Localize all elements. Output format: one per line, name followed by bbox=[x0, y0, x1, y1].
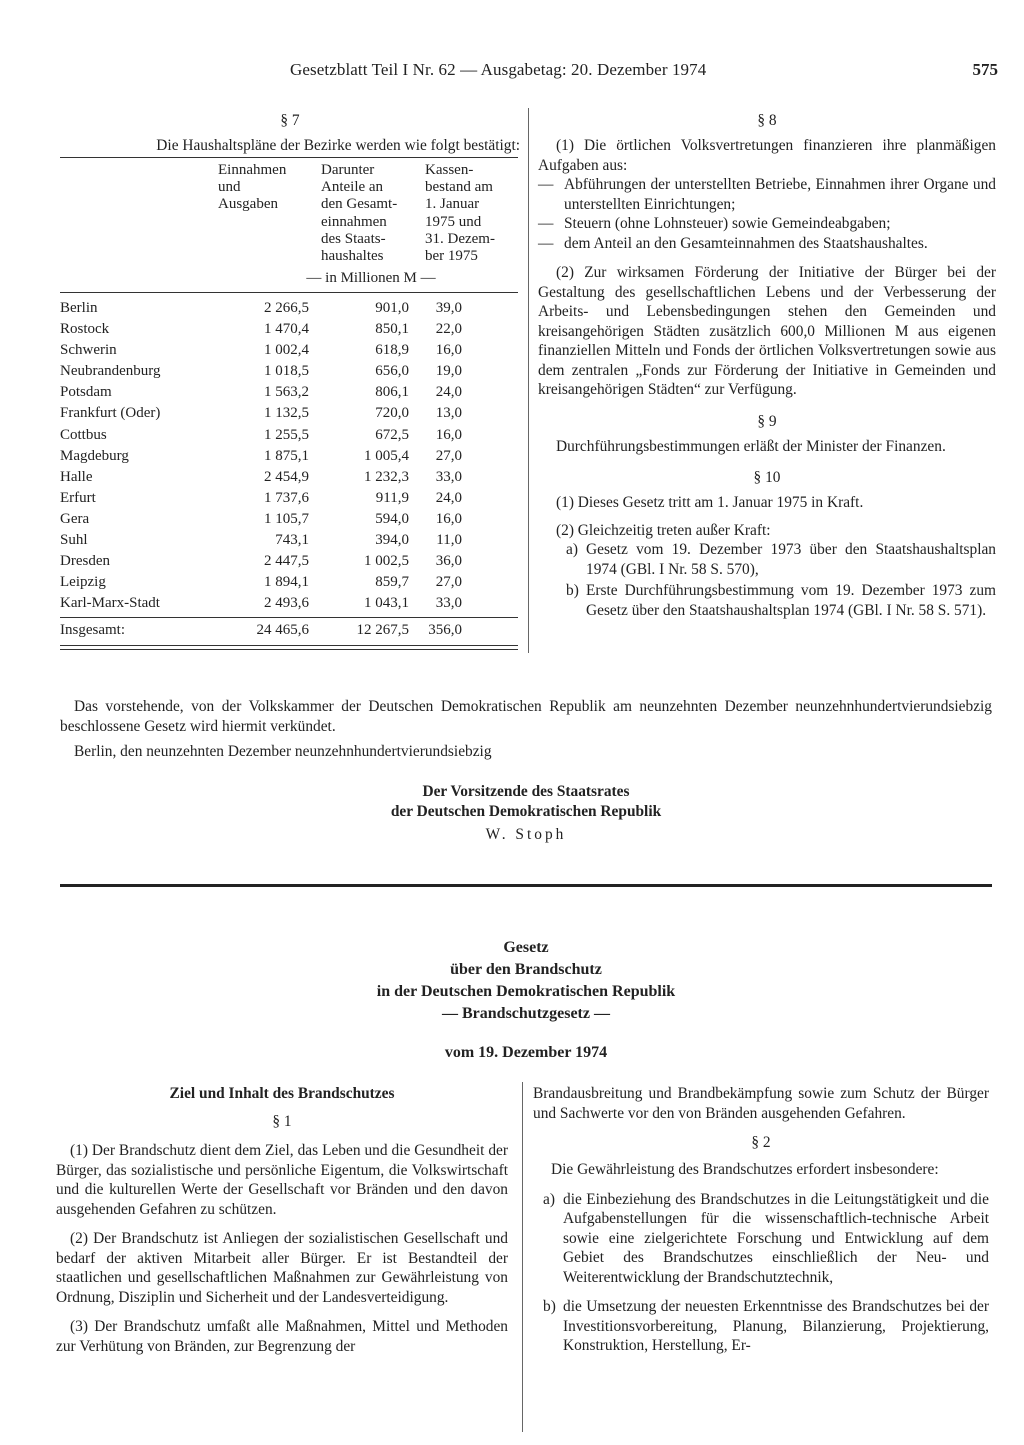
list-item: b) Erste Durchführungsbestimmung vom 19. Dezember 1973 zum Gesetz über den Staatshaushaltsplan 1974 (GBl. I Nr. 58 S. 571). bbox=[566, 582, 996, 619]
table-row: Potsdam 1 563,2 806,1 24,0 bbox=[60, 384, 462, 400]
table-header-income: Einnahmen und Ausgaben bbox=[218, 162, 287, 213]
section-8-para-2: (2) Zur wirksamen Förderung der Initiative der Bürger bei der Gestaltung des gesellschaftlichen Lebens und der Verbesserung der Arbeits- und Lebensbedingungen stehen den Gemeinden und kreisangehörigen Städten zusätzlich 600,0 Millionen M aus eigenen finanziellen Mitteln und Fonds der örtlichen Volksvertretungen sowie aus dem zentralen „Fonds zur Förderung der Initiative in Gemeinden und kreisangehörigen Städten“ zur Verfügung. bbox=[538, 264, 996, 398]
table-row: Berlin 2 266,5 901,0 39,0 bbox=[60, 300, 462, 316]
law-title-3: in der Deutschen Demokratischen Republik bbox=[376, 983, 676, 1000]
signature-title-2: der Deutschen Demokratischen Republik bbox=[390, 803, 662, 820]
table-row: Erfurt 1 737,6 911,9 24,0 bbox=[60, 490, 462, 506]
table-header-share: Darunter Anteile an den Gesamt- einnahmen des Staats- haushaltes bbox=[321, 162, 398, 265]
list-item: — dem Anteil an den Gesamteinnahmen des Staatshaushaltes. bbox=[538, 234, 928, 252]
law-subheading: Ziel und Inhalt des Brandschutzes bbox=[169, 1085, 395, 1102]
section-7-intro: Die Haushaltspläne der Bezirke werden wie folgt bestätigt: bbox=[156, 137, 520, 154]
promulgation-place-date: Berlin, den neunzehnten Dezember neunzehnhundertvierundsiebzig bbox=[74, 743, 492, 760]
signature-title-1: Der Vorsitzende des Staatsrates bbox=[422, 783, 630, 800]
law-date: vom 19. Dezember 1974 bbox=[444, 1044, 608, 1061]
table-row: Gera 1 105,7 594,0 16,0 bbox=[60, 511, 462, 527]
list-item: — Abführungen der unterstellten Betriebe, Einnahmen ihrer Organe und unterstellten Einrichtungen; bbox=[538, 176, 996, 213]
table-row: Karl-Marx-Stadt 2 493,6 1 043,1 33,0 bbox=[60, 595, 462, 611]
column-divider-bottom bbox=[522, 1082, 523, 1432]
list-item: — Steuern (ohne Lohnsteuer) sowie Gemeindeabgaben; bbox=[538, 215, 891, 232]
law-title-2: über den Brandschutz bbox=[450, 961, 602, 978]
table-unit: — in Millionen M — bbox=[306, 270, 436, 286]
table-top-rule bbox=[60, 157, 518, 158]
section-1-continuation: Brandausbreitung und Brandbekämpfung sowie zum Schutz der Bürger und Sachwerte vor den von Bränden ausgehenden Gefahren. bbox=[533, 1085, 989, 1122]
section-2-intro: Die Gewährleistung des Brandschutzes erfordert insbesondere: bbox=[551, 1161, 939, 1178]
law-title-1: Gesetz bbox=[503, 939, 549, 956]
table-total-row: Insgesamt: 24 465,6 12 267,5 356,0 bbox=[60, 622, 462, 638]
signature-block bbox=[60, 782, 992, 822]
law-title-4: — Brandschutzgesetz — bbox=[442, 1005, 610, 1022]
section-8-para-1: (1) Die örtlichen Volksvertretungen finanzieren ihre planmäßigen Aufgaben aus: bbox=[538, 137, 996, 174]
table-total-rule bbox=[60, 617, 518, 618]
law-title-block bbox=[60, 937, 992, 1025]
list-item: a) Gesetz vom 19. Dezember 1973 über den Staatshaushaltsplan 1974 (GBl. I Nr. 58 S. 570), bbox=[566, 541, 996, 578]
gazette-title: Gesetzblatt Teil I Nr. 62 — Ausgabetag: 20. Dezember 1974 bbox=[290, 60, 707, 79]
section-1-para-1: (1) Der Brandschutz dient dem Ziel, das Leben und die Gesundheit der Bürger, das sozialistische und persönliche Eigentum, die Volkswirtschaft und die kulturellen Werte der Gesellschaft vor Bränden und den davon ausgehenden Gefahren zu schützen. bbox=[56, 1142, 508, 1218]
section-8-heading: § 8 bbox=[757, 112, 777, 129]
section-10-heading: § 10 bbox=[753, 469, 781, 486]
page-number: 575 bbox=[972, 60, 998, 79]
law-separator bbox=[60, 884, 992, 887]
section-10-para-1: (1) Dieses Gesetz tritt am 1. Januar 1975 in Kraft. bbox=[556, 494, 864, 511]
table-bottom-rule-2 bbox=[60, 649, 518, 650]
page-header bbox=[290, 60, 998, 86]
promulgation-text: Das vorstehende, von der Volkskammer der Deutschen Demokratischen Republik am neunzehnten Dezember neunzehnhundertvierundsiebzig beschlossene Gesetz wird hiermit verkündet. bbox=[60, 698, 992, 735]
section-9-heading: § 9 bbox=[757, 412, 777, 430]
section-2-list bbox=[543, 1190, 989, 1356]
section-10-list bbox=[566, 540, 996, 620]
table-row: Cottbus 1 255,5 672,5 16,0 bbox=[60, 427, 462, 443]
section-1-para-2: (2) Der Brandschutz ist Anliegen der sozialistischen Gesellschaft und bedarf der aktiven Mitarbeit aller Bürger. Er ist Bestandteil der staatlichen und gesellschaftlichen Maßnahmen zur Gewährleistung von Ordnung, Disziplin und Sicherheit und der Landesverteidigung. bbox=[56, 1230, 508, 1306]
table-row: Suhl 743,1 394,0 11,0 bbox=[60, 532, 462, 548]
right-column-bottom bbox=[533, 1084, 989, 1356]
section-9-text: Durchführungsbestimmungen erläßt der Minister der Finanzen. bbox=[556, 437, 946, 455]
list-item: a) die Einbeziehung des Brandschutzes in die Leitungstätigkeit und die Aufgabenstellungen für die wissenschaftlich-technische Arbeit sowie eine zielgerichtete Forschung und Entwicklung auf dem Gebiet des Brandschutzes einschließlich der Neu- und Weiterentwicklung der Brandschutztechnik, bbox=[543, 1190, 989, 1286]
section-8-list bbox=[538, 175, 996, 253]
right-column-top bbox=[538, 111, 996, 620]
table-row: Schwerin 1 002,4 618,9 16,0 bbox=[60, 342, 462, 358]
table-row: Neubrandenburg 1 018,5 656,0 19,0 bbox=[60, 363, 462, 379]
left-column-bottom bbox=[56, 1084, 508, 1356]
table-row: Halle 2 454,9 1 232,3 33,0 bbox=[60, 469, 462, 485]
table-row: Rostock 1 470,4 850,1 22,0 bbox=[60, 321, 462, 337]
section-1-heading: § 1 bbox=[272, 1113, 292, 1130]
table-row: Magdeburg 1 875,1 1 005,4 27,0 bbox=[60, 448, 462, 464]
signature-name: W. Stoph bbox=[485, 826, 567, 843]
table-header-rule bbox=[60, 292, 518, 293]
section-7 bbox=[60, 111, 520, 156]
table-header-cash: Kassen- bestand am 1. Januar 1975 und 31. Dezem- ber 1975 bbox=[425, 162, 495, 265]
list-item: b) die Umsetzung der neuesten Erkenntnisse des Brandschutzes bei der Investitionsvorbereitung, Planung, Bilanzierung, Projektierung, Konstruktion, Herstellung, Er- bbox=[543, 1298, 989, 1354]
column-divider-top bbox=[528, 108, 529, 653]
promulgation-block bbox=[60, 697, 992, 762]
section-10-para-2: (2) Gleichzeitig treten außer Kraft: bbox=[556, 521, 771, 539]
table-bottom-rule-1 bbox=[60, 645, 518, 646]
section-2-heading: § 2 bbox=[751, 1134, 771, 1151]
table-row: Frankfurt (Oder) 1 132,5 720,0 13,0 bbox=[60, 405, 462, 421]
table-row: Leipzig 1 894,1 859,7 27,0 bbox=[60, 574, 462, 590]
table-row: Dresden 2 447,5 1 002,5 36,0 bbox=[60, 553, 462, 569]
section-7-heading: § 7 bbox=[280, 112, 300, 129]
section-1-para-3: (3) Der Brandschutz umfaßt alle Maßnahmen, Mittel und Methoden zur Verhütung von Bränden, zur Begrenzung der bbox=[56, 1318, 508, 1355]
